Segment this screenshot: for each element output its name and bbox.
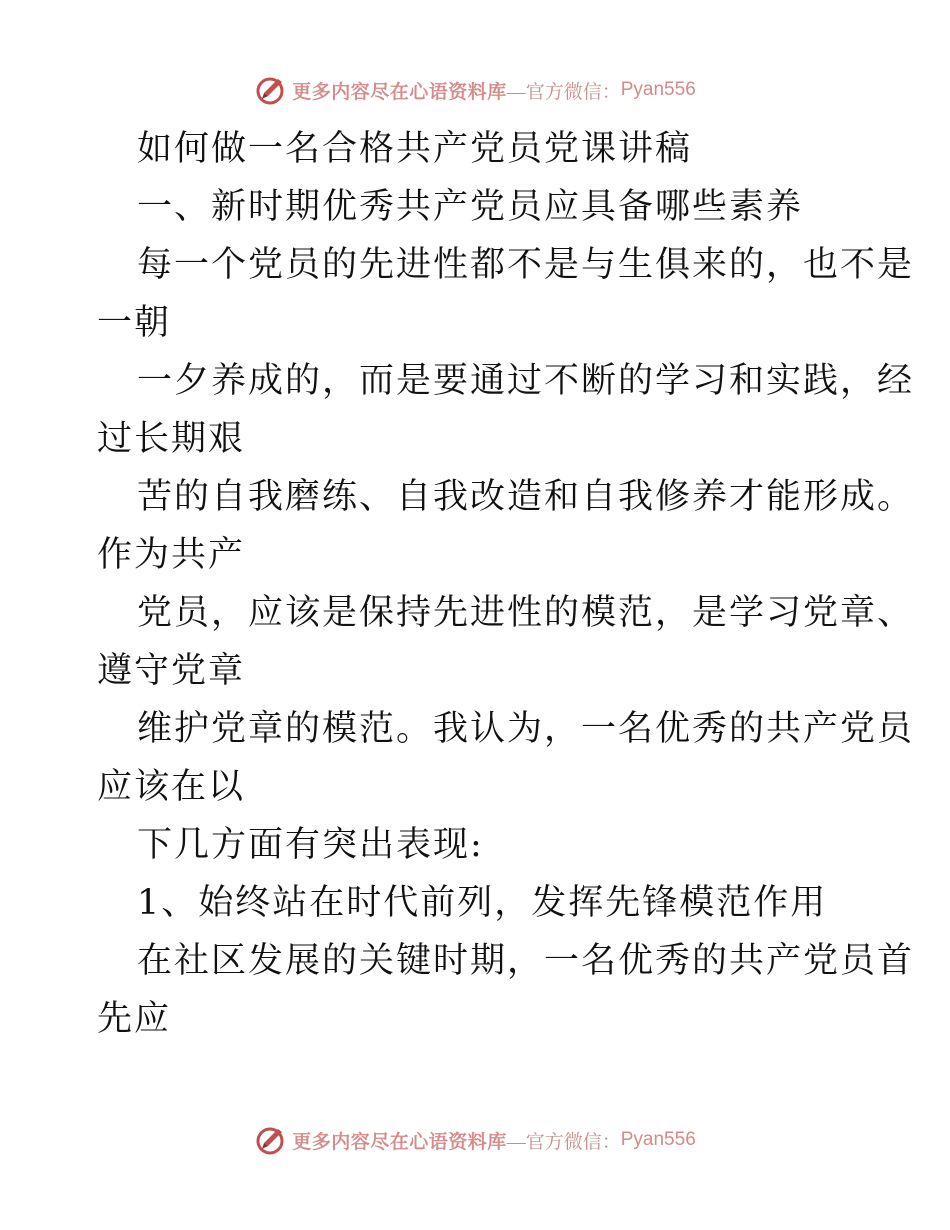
footer-banner-subtext: —官方微信： — [506, 1131, 621, 1153]
footer-banner-wechat-id: Pyan556 — [620, 1129, 696, 1150]
paragraph-line: 应该在以 — [97, 767, 246, 807]
paragraph-line: 党员，应该是保持先进性的模范，是学习党章、 — [137, 593, 915, 633]
paragraph-line: 先应 — [97, 999, 172, 1039]
pen-circle-logo-icon — [254, 1123, 288, 1157]
paragraph-line: 苦的自我磨练、自我改造和自我修养才能形成。 — [137, 477, 915, 517]
footer-banner-text: 更多内容尽在心语资料库 — [292, 1130, 507, 1153]
subsection-heading: 1、始终站在时代前列，发挥先锋模范作用 — [137, 883, 828, 923]
paragraph-line: 遵守党章 — [97, 651, 246, 691]
document-body — [97, 120, 915, 1048]
section-heading: 一、新时期优秀共产党员应具备哪些素养 — [137, 187, 804, 227]
paragraph-line: 作为共产 — [97, 535, 246, 575]
paragraph-line: 下几方面有突出表现: — [137, 825, 484, 865]
header-banner-wechat-id: Pyan556 — [620, 79, 696, 100]
footer-watermark-banner — [0, 1120, 950, 1160]
paragraph-line: 一朝 — [97, 303, 172, 343]
paragraph-line: 每一个党员的先进性都不是与生俱来的，也不是 — [137, 245, 915, 285]
paragraph-line: 在社区发展的关键时期，一名优秀的共产党员首 — [137, 941, 915, 981]
pen-circle-logo-icon — [254, 73, 288, 107]
document-title: 如何做一名合格共产党员党课讲稿 — [137, 129, 693, 169]
header-watermark-banner — [0, 70, 950, 110]
paragraph-line: 一夕养成的，而是要通过不断的学习和实践，经 — [137, 361, 915, 401]
paragraph-line: 过长期艰 — [97, 419, 246, 459]
header-banner-text: 更多内容尽在心语资料库 — [292, 80, 507, 103]
header-banner-subtext: —官方微信： — [506, 81, 621, 103]
paragraph-line: 维护党章的模范。我认为，一名优秀的共产党员 — [137, 709, 915, 749]
